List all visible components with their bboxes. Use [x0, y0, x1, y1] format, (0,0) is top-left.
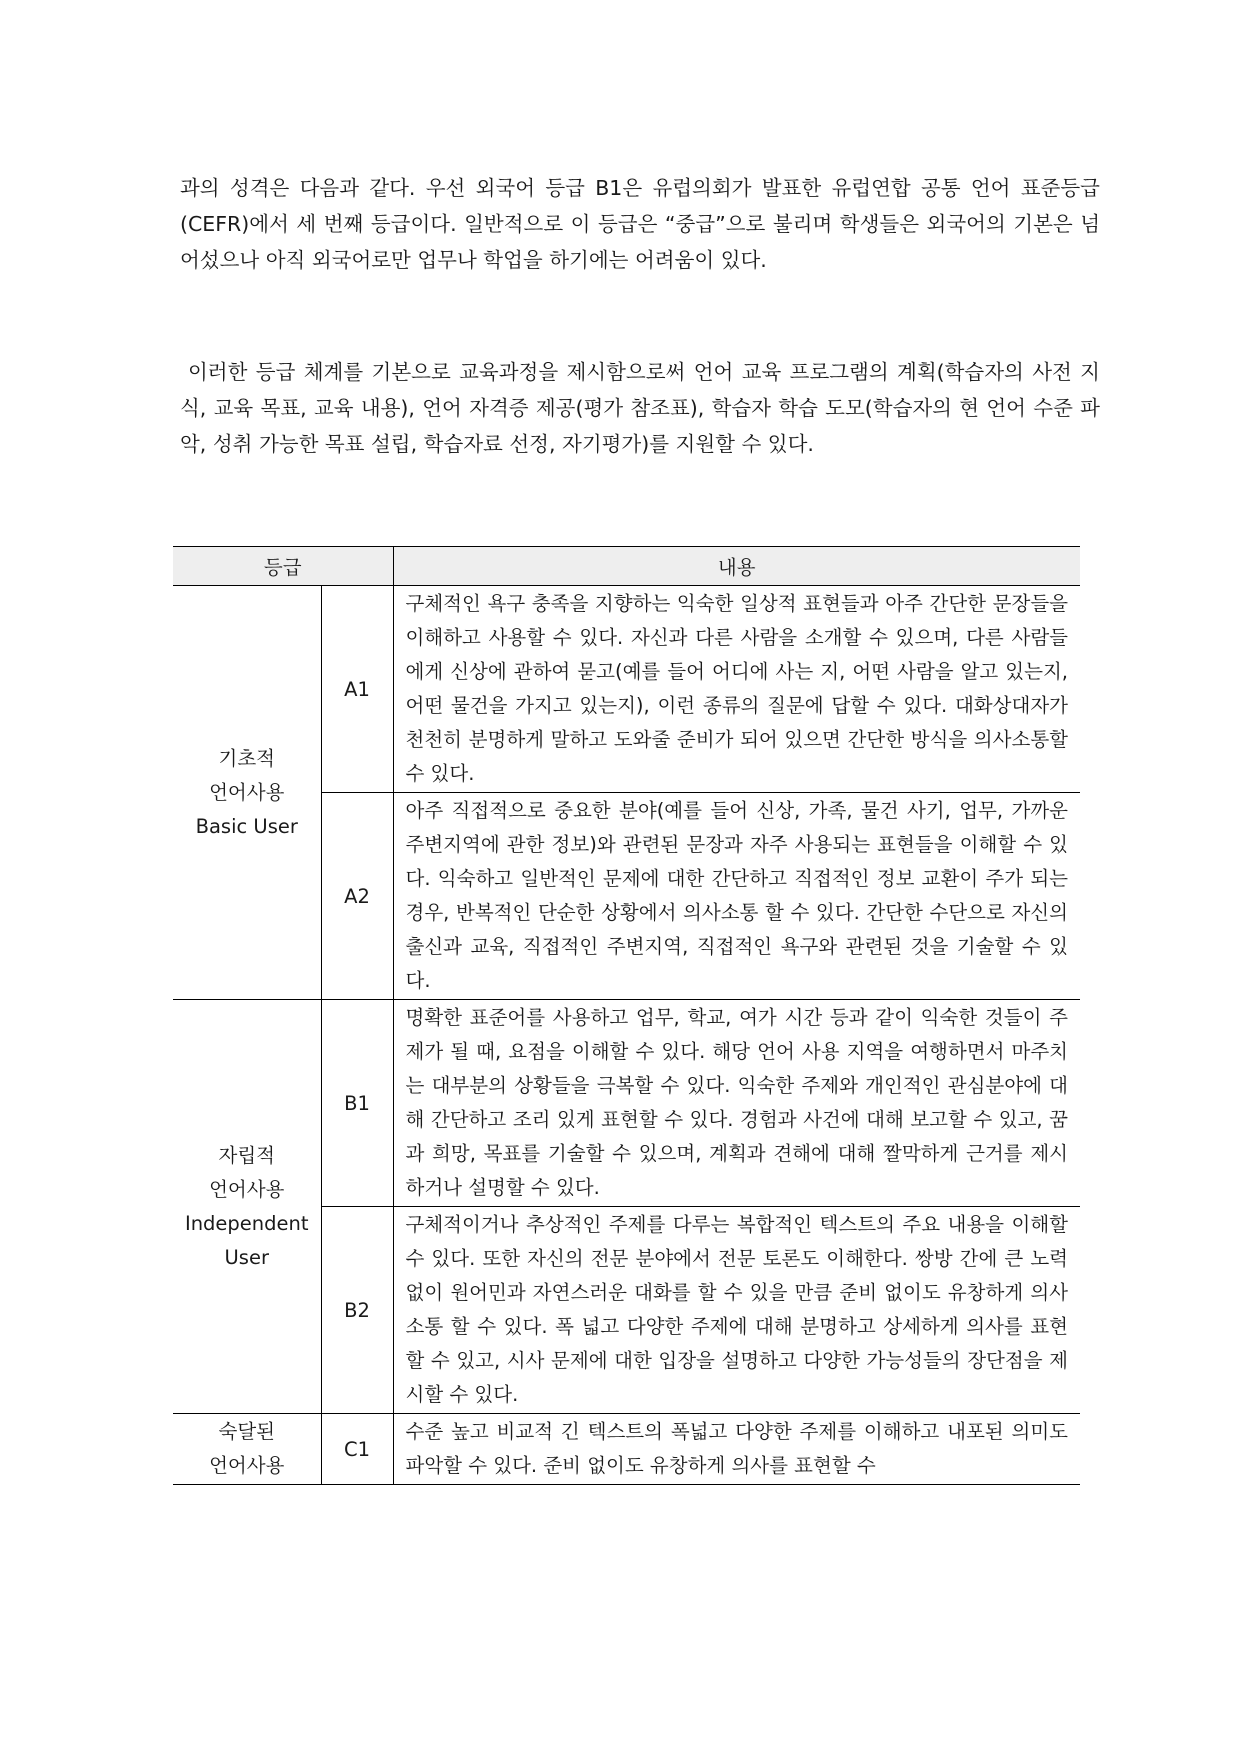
table-header-row: [173, 547, 1080, 586]
group-line: Basic User: [195, 814, 298, 838]
group-line: 숙달된: [218, 1420, 275, 1443]
level-c1: C1: [321, 1414, 393, 1485]
level-b1: B1: [321, 1000, 393, 1207]
level-c1-description: 수준 높고 비교적 긴 텍스트의 폭넓고 다양한 주제를 이해하고 내포된 의미도 파악할 수 있다. 준비 없이도 유창하게 의사를 표현할 수: [393, 1414, 1080, 1485]
group-line: User: [224, 1245, 269, 1269]
group-line: 기초적: [218, 746, 275, 770]
group-basic-user: [173, 586, 321, 1000]
level-b1-description: 명확한 표준어를 사용하고 업무, 학교, 여가 시간 등과 같이 익숙한 것들이 주제가 될 때, 요점을 이해할 수 있다. 해당 언어 사용 지역을 여행하면서 마주치는 대부분의 상황들을 극복할 수 있다. 익숙한 주제와 개인적인 관심분야에 대해 간단하고 조리 있게 표현할 수 있다. 경험과 사건에 대해 보고할 수 있고, 꿈과 희망, 목표를 기술할 수 있으며, 계획과 견해에 대해 짤막하게 근거를 제시하거나 설명할 수 있다.: [393, 1000, 1080, 1207]
group-line: 언어사용: [209, 780, 285, 804]
cefr-level-table: [173, 546, 1080, 1485]
level-a1-description: 구체적인 욕구 충족을 지향하는 익숙한 일상적 표현들과 아주 간단한 문장들을 이해하고 사용할 수 있다. 자신과 다른 사람을 소개할 수 있으며, 다른 사람들에게 신상에 관하여 묻고(예를 들어 어디에 사는 지, 어떤 사람을 알고 있는지, 어떤 물건을 가지고 있는지), 이런 종류의 질문에 답할 수 있다. 대화상대자가 천천히 분명하게 말하고 도와줄 준비가 되어 있으면 간단한 방식을 의사소통할 수 있다.: [393, 586, 1080, 793]
group-line: 언어사용: [209, 1177, 285, 1201]
level-a2-description: 아주 직접적으로 중요한 분야(예를 들어 신상, 가족, 물건 사기, 업무, 가까운 주변지역에 관한 정보)와 관련된 문장과 자주 사용되는 표현들을 이해할 수 있다. 익숙하고 일반적인 문제에 대한 간단하고 직접적인 정보 교환이 주가 되는 경우, 반복적인 단순한 상황에서 의사소통 할 수 있다. 간단한 수단으로 자신의 출신과 교육, 직접적인 주변지역, 직접적인 욕구와 관련된 것을 기술할 수 있다.: [393, 793, 1080, 1000]
table-row: [173, 586, 1080, 793]
group-line: 자립적: [218, 1143, 275, 1167]
level-a2: A2: [321, 793, 393, 1000]
group-proficient-user: [173, 1414, 321, 1485]
table-row: [173, 1414, 1080, 1485]
level-a1: A1: [321, 586, 393, 793]
level-b2-description: 구체적이거나 추상적인 주제를 다루는 복합적인 텍스트의 주요 내용을 이해할 수 있다. 또한 자신의 전문 분야에서 전문 토론도 이해한다. 쌍방 간에 큰 노력 없이 원어민과 자연스러운 대화를 할 수 있을 만큼 준비 없이도 유창하게 의사소통 할 수 있다. 폭 넓고 다양한 주제에 대해 분명하고 상세하게 의사를 표현할 수 있고, 시사 문제에 대한 입장을 설명하고 다양한 가능성들의 장단점을 제시할 수 있다.: [393, 1207, 1080, 1414]
level-b2: B2: [321, 1207, 393, 1414]
group-line: Independent: [184, 1211, 309, 1235]
content-column-header: 내용: [393, 547, 1080, 586]
group-independent-user: [173, 1000, 321, 1414]
group-line: 언어사용: [209, 1454, 285, 1477]
intro-paragraph: 과의 성격은 다음과 같다. 우선 외국어 등급 B1은 유럽의회가 발표한 유럽연합 공통 언어 표준등급(CEFR)에서 세 번째 등급이다. 일반적으로 이 등급은 “중급”으로 불리며 학생들은 외국어의 기본은 넘어섰으나 아직 외국어로만 업무나 학업을 하기에는 어려움이 있다.: [180, 176, 1100, 272]
framework-paragraph: 이러한 등급 체계를 기본으로 교육과정을 제시함으로써 언어 교육 프로그램의 계획(학습자의 사전 지식, 교육 목표, 교육 내용), 언어 자격증 제공(평가 참조표), 학습자 학습 도모(학습자의 현 언어 수준 파악, 성취 가능한 목표 설립, 학습자료 선정, 자기평가)를 지원할 수 있다.: [180, 360, 1100, 456]
table-row: [173, 1000, 1080, 1207]
grade-column-header: 등급: [173, 547, 393, 586]
